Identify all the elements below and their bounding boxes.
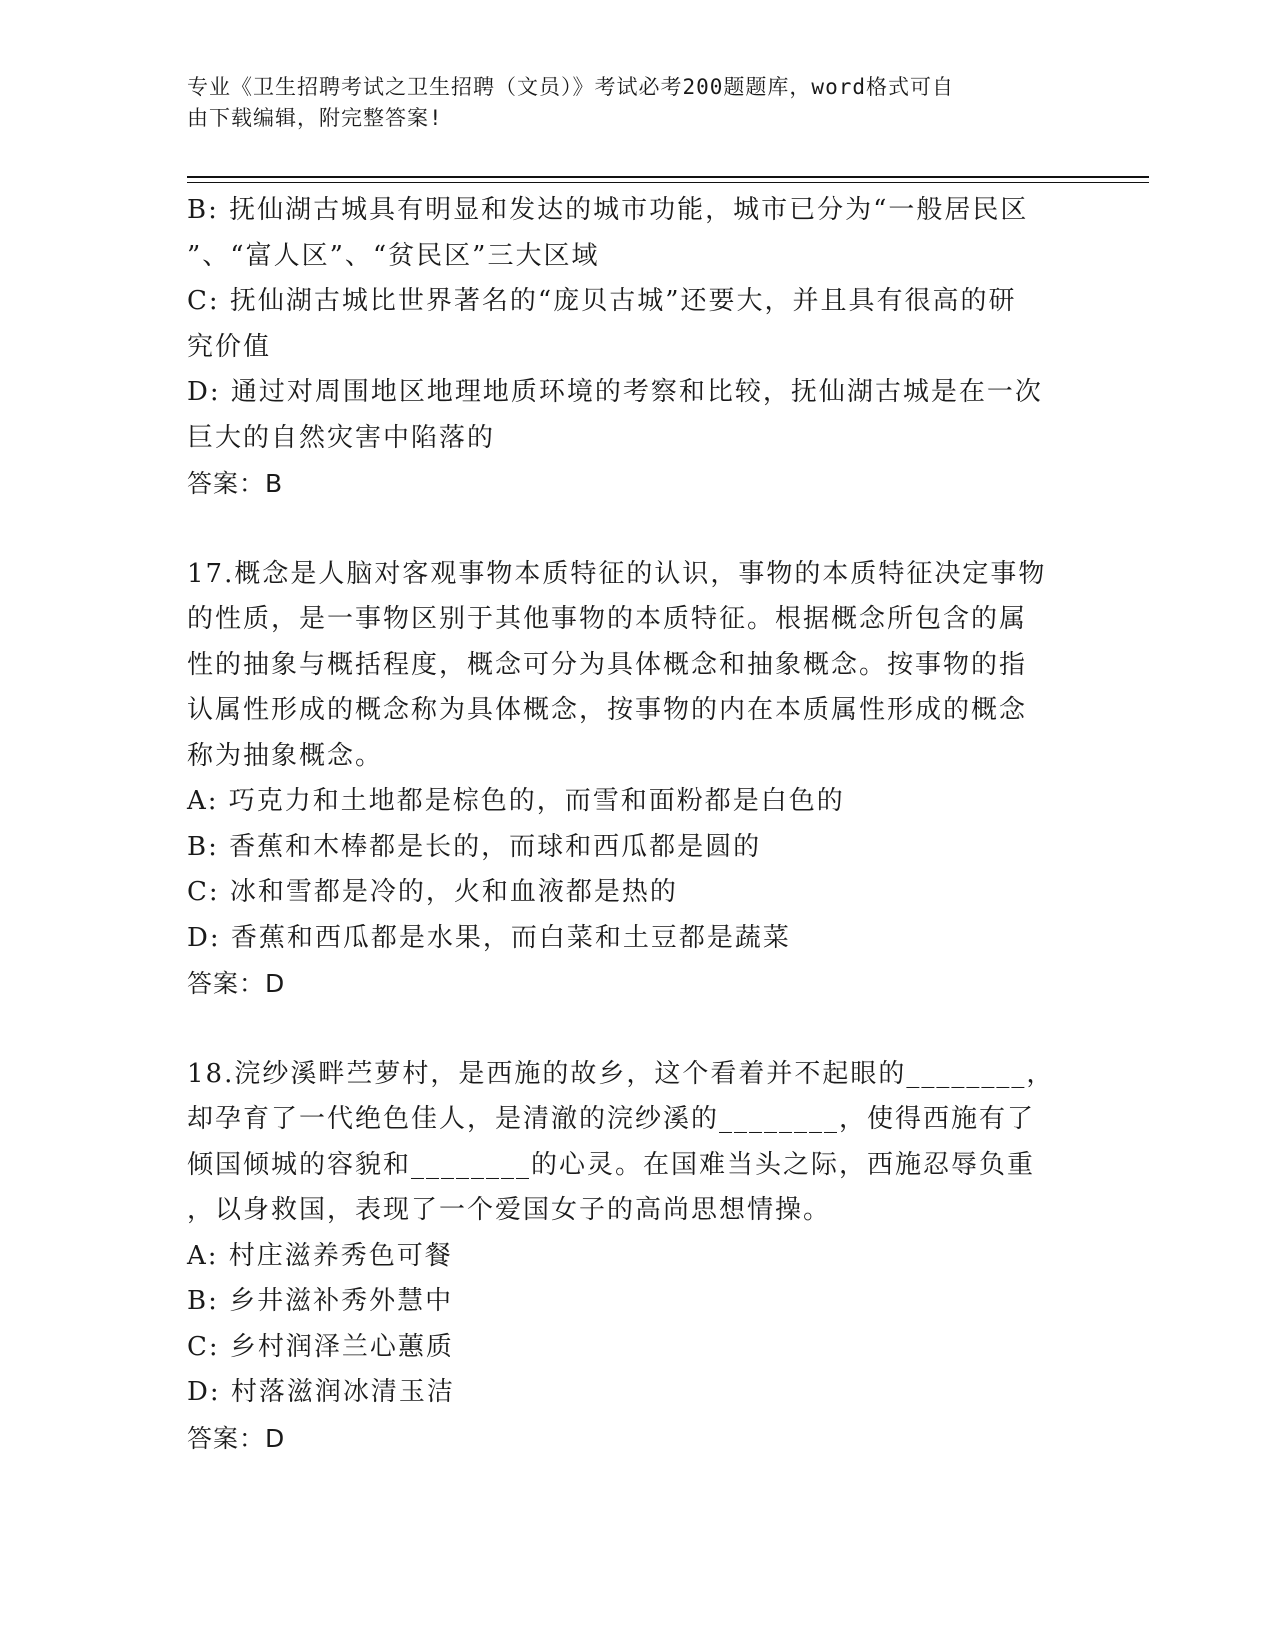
q17-stem-line: 认属性形成的概念称为具体概念，按事物的内在本质属性形成的概念	[187, 695, 1028, 725]
q18-answer: 答案：D	[187, 1423, 286, 1453]
q18-option-d: D: 村落滋润冰清玉洁	[187, 1377, 455, 1407]
q16-option-b-line-2: ”、“富人区”、“贫民区”三大区域	[187, 240, 600, 271]
q17-answer: 答案：D	[187, 969, 286, 998]
q17-stem-line: 的性质，是一事物区别于其他事物的本质特征。根据概念所包含的属	[187, 604, 1028, 634]
q18-stem-line: ，以身救国，表现了一个爱国女子的高尚思想情操。	[187, 1195, 832, 1225]
header-rule-thin	[187, 182, 1149, 183]
q18-stem-line: 却孕育了一代绝色佳人，是清澈的浣纱溪的________，使得西施有了	[187, 1104, 1036, 1134]
question-17	[187, 552, 1087, 1007]
spacer	[187, 507, 1087, 552]
header-line-2: 由下载编辑，附完整答案!	[187, 106, 443, 130]
q16-option-c-line-1: C: 抚仙湖古城比世界著名的“庞贝古城”还要大，并且具有很高的研	[187, 286, 1017, 316]
q17-stem-line: 17.概念是人脑对客观事物本质特征的认识，事物的本质特征决定事物	[187, 558, 1047, 589]
header-line-1: 专业《卫生招聘考试之卫生招聘（文员）》考试必考200题题库，word格式可自	[187, 75, 954, 99]
q16-option-d-line-2: 巨大的自然灾害中陷落的	[187, 422, 496, 453]
q17-stem-line: 称为抽象概念。	[187, 740, 384, 771]
q18-option-b: B: 乡井滋补秀外慧中	[187, 1286, 454, 1316]
header-rule-thick	[187, 176, 1149, 178]
q16-answer: 答案：B	[187, 469, 284, 498]
q16-option-b-line-1: B: 抚仙湖古城具有明显和发达的城市功能，城市已分为“一般居民区	[187, 195, 1029, 225]
q18-stem-line: 倾国倾城的容貌和________的心灵。在国难当头之际，西施忍辱负重	[187, 1149, 1036, 1180]
q17-stem-line: 性的抽象与概括程度，概念可分为具体概念和抽象概念。按事物的指	[187, 649, 1028, 680]
q17-option-a: A: 巧克力和土地都是棕色的，而雪和面粉都是白色的	[187, 786, 845, 816]
spacer	[187, 1007, 1087, 1052]
q18-option-c: C: 乡村润泽兰心蕙质	[187, 1331, 454, 1362]
question-16-continuation	[187, 188, 1087, 507]
q16-option-c-line-2: 究价值	[187, 331, 272, 362]
q18-option-a: A: 村庄滋养秀色可餐	[187, 1240, 453, 1271]
document-body	[187, 188, 1087, 1461]
document-header	[187, 72, 1067, 134]
question-18	[187, 1052, 1087, 1462]
q18-stem-line: 18.浣纱溪畔苎萝村，是西施的故乡，这个看着并不起眼的________，	[187, 1058, 1055, 1089]
q17-option-d: D: 香蕉和西瓜都是水果，而白菜和土豆都是蔬菜	[187, 922, 791, 953]
q17-option-c: C: 冰和雪都是冷的，火和血液都是热的	[187, 877, 678, 907]
q17-option-b: B: 香蕉和木棒都是长的，而球和西瓜都是圆的	[187, 831, 762, 862]
q16-option-d-line-1: D: 通过对周围地区地理地质环境的考察和比较，抚仙湖古城是在一次	[187, 377, 1043, 407]
